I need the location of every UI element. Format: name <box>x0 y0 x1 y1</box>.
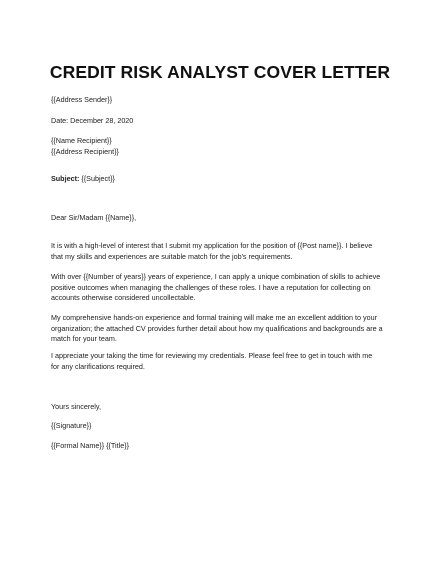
paragraph-line: for any clarifications required. <box>51 361 145 371</box>
subject-line <box>51 174 401 185</box>
paragraph-3 <box>51 313 401 345</box>
recipient-name: {{Name Recipient}} <box>51 136 112 145</box>
paragraph-2 <box>51 272 401 304</box>
subject-value: {{Subject}} <box>79 174 115 183</box>
greeting: Dear Sir/Madam {{Name}}, <box>51 213 137 222</box>
paragraph-line: I appreciate your taking the time for reviewing my credentials. Please feel free to get in touch with me <box>51 351 373 360</box>
paragraph-line: that my skills and experiences are suitable match for the job's requirements. <box>51 251 293 261</box>
signature: {{Signature}} <box>51 421 92 430</box>
paragraph-1 <box>51 241 401 262</box>
sender-address: {{Address Sender}} <box>51 95 113 104</box>
recipient-address: {{Address Recipient}} <box>51 146 119 156</box>
paragraph-line: It is with a high-level of interest that I submit my application for the position of {{Post name}}. I believe <box>51 241 373 250</box>
document-title: CREDIT RISK ANALYST COVER LETTER <box>49 62 391 82</box>
paragraph-line: accounts otherwise considered uncollectable. <box>51 293 196 302</box>
paragraph-line: My comprehensive hands-on experience and formal training will make me an excellent addition to your <box>51 313 378 322</box>
subject-label: Subject: <box>51 174 80 183</box>
formal-name-title: {{Formal Name}} {{Title}} <box>51 441 130 450</box>
paragraph-line: positive outcomes when managing the challenges of these roles. I have a reputation for collecting on <box>51 282 371 292</box>
paragraph-line: match for your team. <box>51 334 117 343</box>
closing: Yours sincerely, <box>51 402 101 411</box>
paragraph-line: With over {{Number of years}} years of experience, I can apply a unique combination of skills to achieve <box>51 272 381 281</box>
paragraph-line: organization; the attached CV provides further detail about how my qualifications and backgrounds are a <box>51 323 383 333</box>
recipient-block <box>51 136 401 157</box>
date-line: Date: December 28, 2020 <box>51 116 134 125</box>
paragraph-4 <box>51 351 401 372</box>
